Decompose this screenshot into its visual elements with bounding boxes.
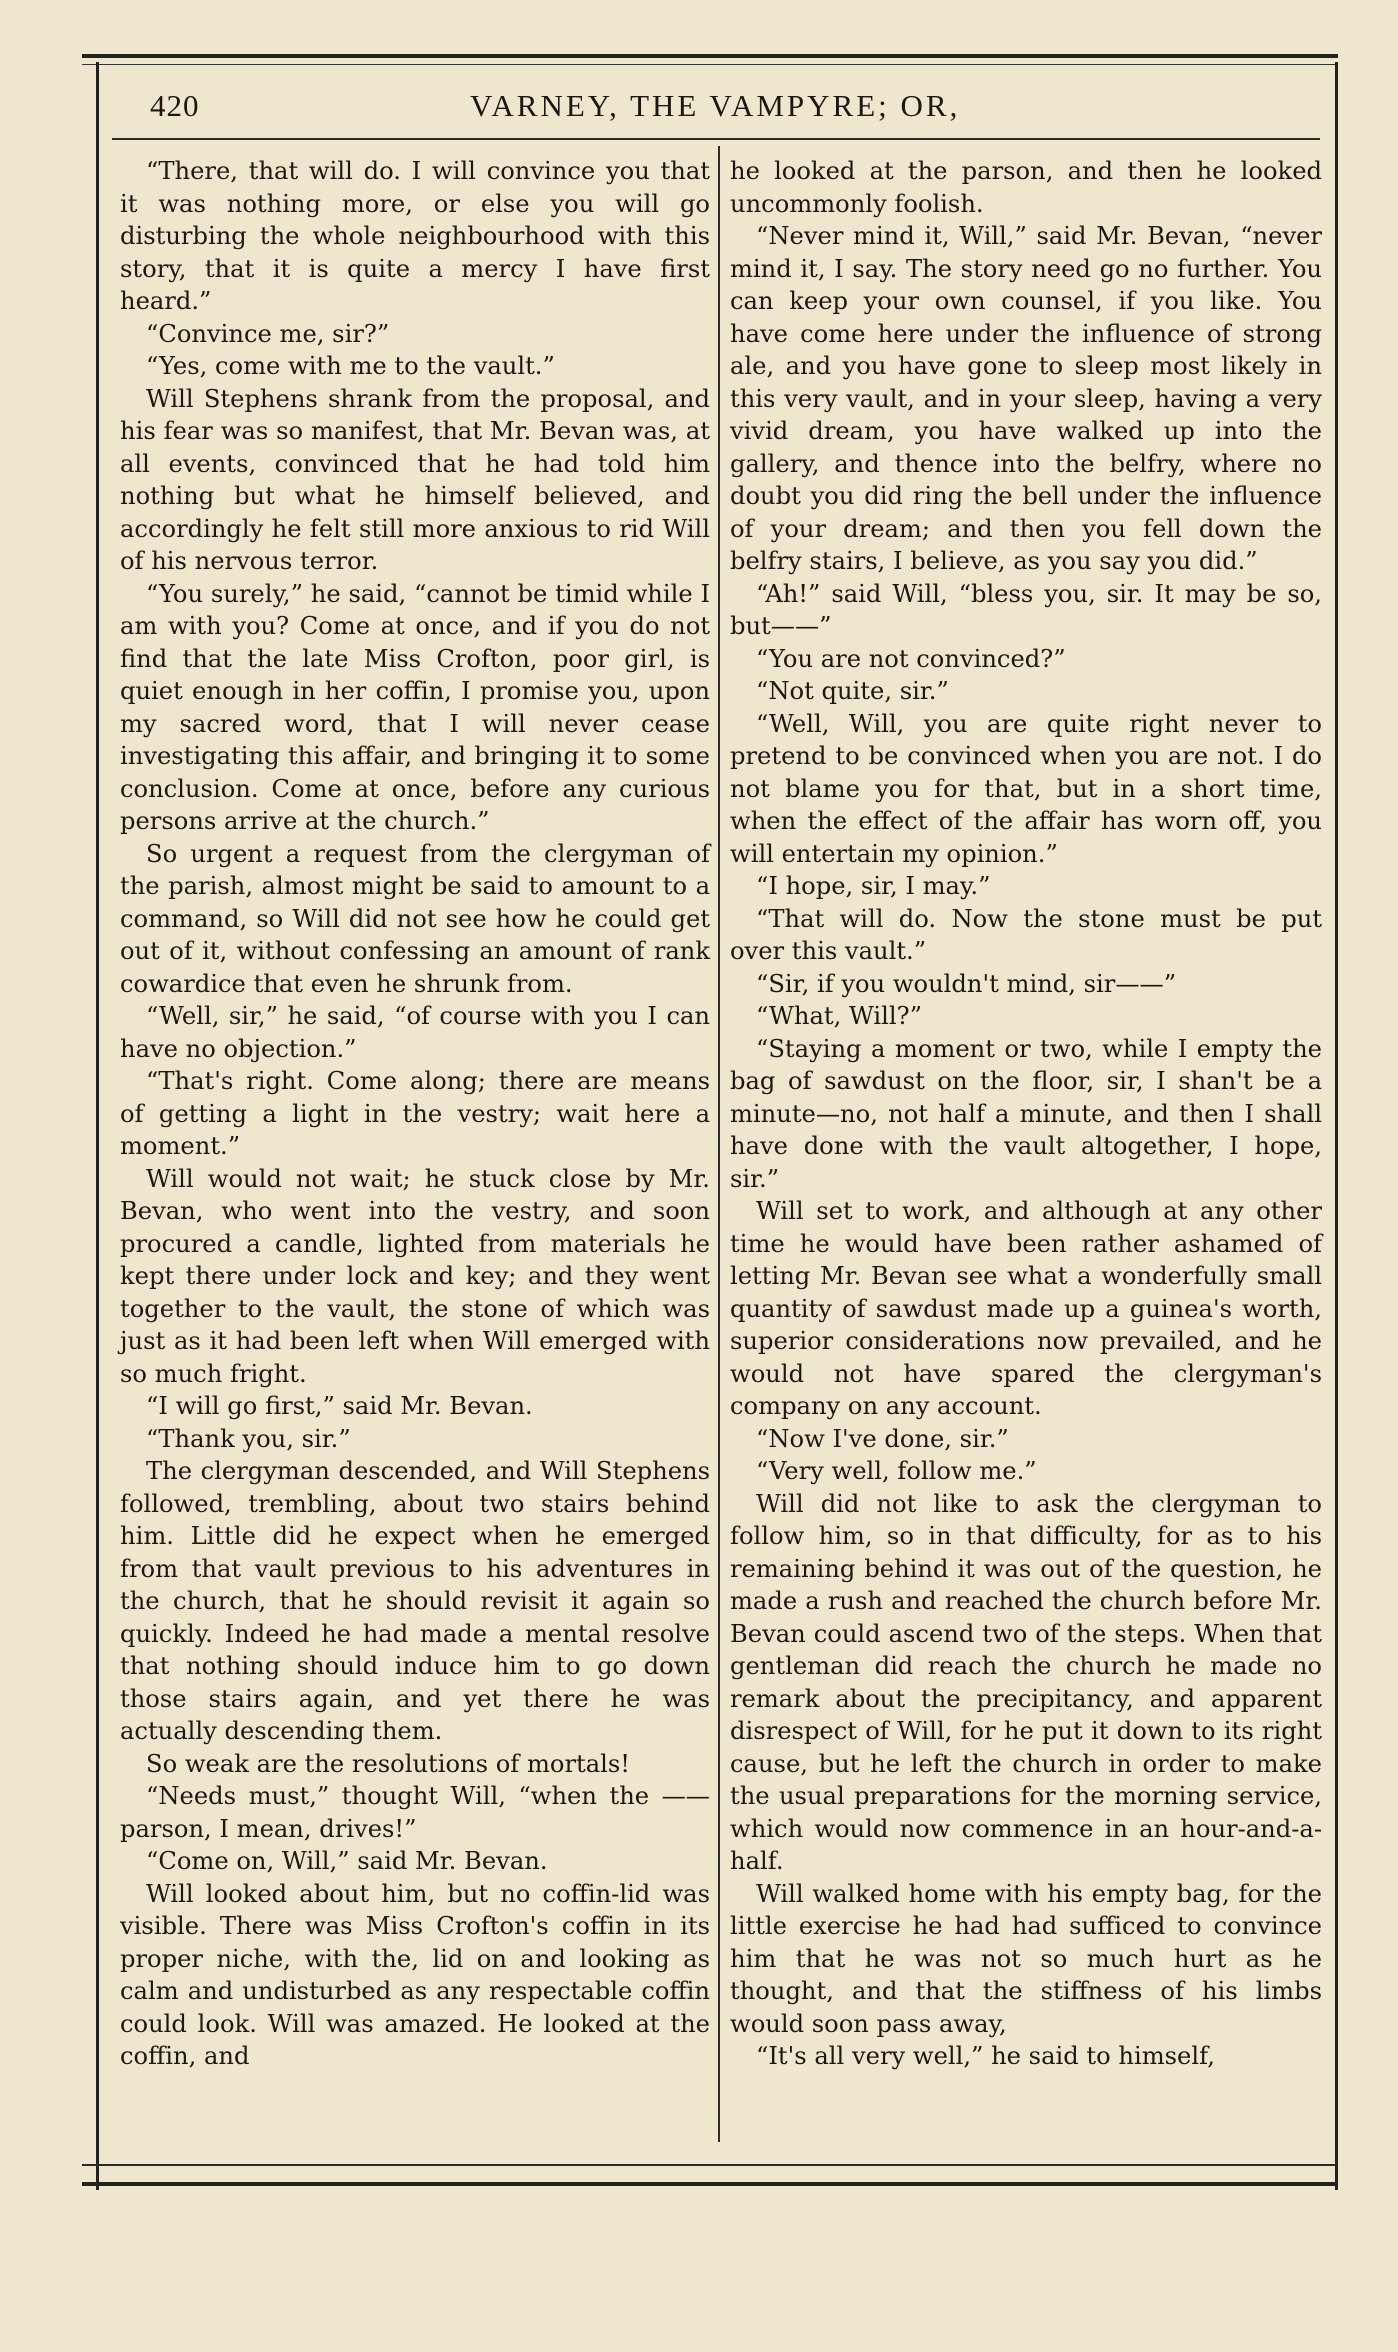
paragraph: “Very well, follow me.” xyxy=(756,1457,1037,1485)
paragraph: Will Stephens shrank from the proposal, and his fear was so manifest, that Mr. Bevan was, at all events, convinced that he had told him nothing but what he himself believed, and accordingly he felt still more anxious to rid Will of his nervous terror. xyxy=(120,384,710,575)
paragraph: “Yes, come with me to the vault.” xyxy=(146,352,555,380)
left-frame-line xyxy=(96,62,99,2190)
right-column xyxy=(730,155,1322,2073)
paragraph: Will looked about him, but no coffin-lid was visible. There was Miss Crofton's coffin in its proper niche, with the, lid on and looking as calm and undisturbed as any respectable coffin could look. Will was amazed. He looked at the coffin, and xyxy=(120,1879,710,2070)
right-frame-line xyxy=(1335,62,1338,2190)
paragraph: “You surely,” he said, “cannot be timid while I am with you? Come at once, and if you do not find that the late Miss Crofton, poor girl, is quiet enough in her coffin, I promise you, upon my sacred word, that I will never cease investigating this affair, and bringing it to some conclusion. Come at once, before any curious persons arrive at the church.” xyxy=(120,579,710,835)
paragraph: Will did not like to ask the clergyman to follow him, so in that difficulty, for as to his remaining behind it was out of the question, he made a rush and reached the church before Mr. Bevan could ascend two of the steps. When that gentleman did reach the church he made no remark about the precipitancy, and apparent disrespect of Will, for he put it down to its right cause, but he left the church in order to make the usual preparations for the morning service, which would now commence in an hour-and-a-half. xyxy=(730,1489,1322,1875)
paragraph: “It's all very well,” he said to himself, xyxy=(756,2042,1215,2070)
paragraph: “Thank you, sir.” xyxy=(146,1424,351,1453)
header-rule xyxy=(112,138,1320,140)
paragraph: Will would not wait; he stuck close by Mr. Bevan, who went into the vestry, and soon procured a candle, lighted from materials he kept there under lock and key; and they went together to the vault, the stone of which was just as it had been left when Will emerged with so much fright. xyxy=(120,1164,710,1388)
paragraph: “Well, sir,” he said, “of course with you I can have no objection.” xyxy=(120,1002,710,1063)
paragraph: So weak are the resolutions of mortals! xyxy=(146,1749,631,1778)
top-border-rule xyxy=(82,54,1338,58)
paragraph: So urgent a request from the clergyman of the parish, almost might be said to amount to a command, so Will did not see how he could get out of it, without confessing an amount of rank cowardice that even he shrunk from. xyxy=(120,839,710,998)
running-head: VARNEY, THE VAMPYRE; OR, xyxy=(470,88,961,123)
paragraph: “Convince me, sir?” xyxy=(146,319,390,348)
paragraph: “That's right. Come along; there are means of getting a light in the vestry; wait here a moment.” xyxy=(120,1067,710,1160)
paragraph: “Ah!” said Will, “bless you, sir. It may be so, but——” xyxy=(730,579,1322,640)
paragraph: “I will go first,” said Mr. Bevan. xyxy=(146,1392,533,1420)
column-divider xyxy=(718,146,720,2142)
paragraph: “Now I've done, sir.” xyxy=(756,1424,1009,1453)
page-number: 420 xyxy=(150,88,200,123)
paragraph: “What, Will?” xyxy=(756,1002,922,1030)
paragraph: Will set to work, and although at any other time he would have been rather ashamed of letting Mr. Bevan see what a wonderfully small quantity of sawdust made up a guinea's worth, superior considerations now prevailed, and he would not have spared the clergyman's company on any account. xyxy=(730,1197,1322,1420)
paragraph: “You are not convinced?” xyxy=(756,644,1066,673)
paragraph: “Never mind it, Will,” said Mr. Bevan, “never mind it, I say. The story need go no further. You can keep your own counsel, if you like. You have come here under the influence of strong ale, and you have gone to sleep most likely in this very vault, and in your sleep, having a very vivid dream, you have walked up into the gallery, and thence into the belfry, where no doubt you did ring the bell under the influence of your dream; and then you fell down the belfry stairs, I believe, as you say you did.” xyxy=(730,222,1322,575)
bottom-border-rule xyxy=(82,2182,1338,2186)
bottom-rule xyxy=(82,2164,1338,2166)
left-column xyxy=(120,155,710,2073)
paragraph: Will walked home with his empty bag, for the little exercise he had had sufficed to convince him that he was not so much hurt as he thought, and that the stiffness of his limbs would soon pass away, xyxy=(730,1879,1322,2038)
top-thin-rule xyxy=(82,64,1338,65)
paragraph: “Not quite, sir.” xyxy=(756,677,949,705)
paragraph: he looked at the parson, and then he looked uncommonly foolish. xyxy=(730,157,1322,218)
paragraph: “I hope, sir, I may.” xyxy=(756,872,991,900)
paragraph: “Needs must,” thought Will, “when the —— parson, I mean, drives!” xyxy=(120,1782,710,1843)
paragraph: “Well, Will, you are quite right never to pretend to be convinced when you are not. I do not blame you for that, but in a short time, when the effect of the affair has worn off, you will entertain my opinion.” xyxy=(730,709,1322,868)
paragraph: The clergyman descended, and Will Stephens followed, trembling, about two stairs behind him. Little did he expect when he emerged from that vault previous to his adventures in the church, that he should revisit it again so quickly. Indeed he had made a mental resolve that nothing should induce him to go down those stairs again, and yet there he was actually descending them. xyxy=(120,1457,710,1745)
paragraph: “Come on, Will,” said Mr. Bevan. xyxy=(146,1847,548,1875)
paragraph: “There, that will do. I will convince you that it was nothing more, or else you will go disturbing the whole neighbourhood with this story, that it is quite a mercy I have first heard.” xyxy=(120,157,710,315)
paragraph: “That will do. Now the stone must be put over this vault.” xyxy=(730,904,1322,965)
paragraph: “Sir, if you wouldn't mind, sir——” xyxy=(756,969,1177,998)
paragraph: “Staying a moment or two, while I empty the bag of sawdust on the floor, sir, I shan't be a minute—no, not half a minute, and then I shall have done with the vault altogether, I hope, sir.” xyxy=(730,1034,1322,1193)
